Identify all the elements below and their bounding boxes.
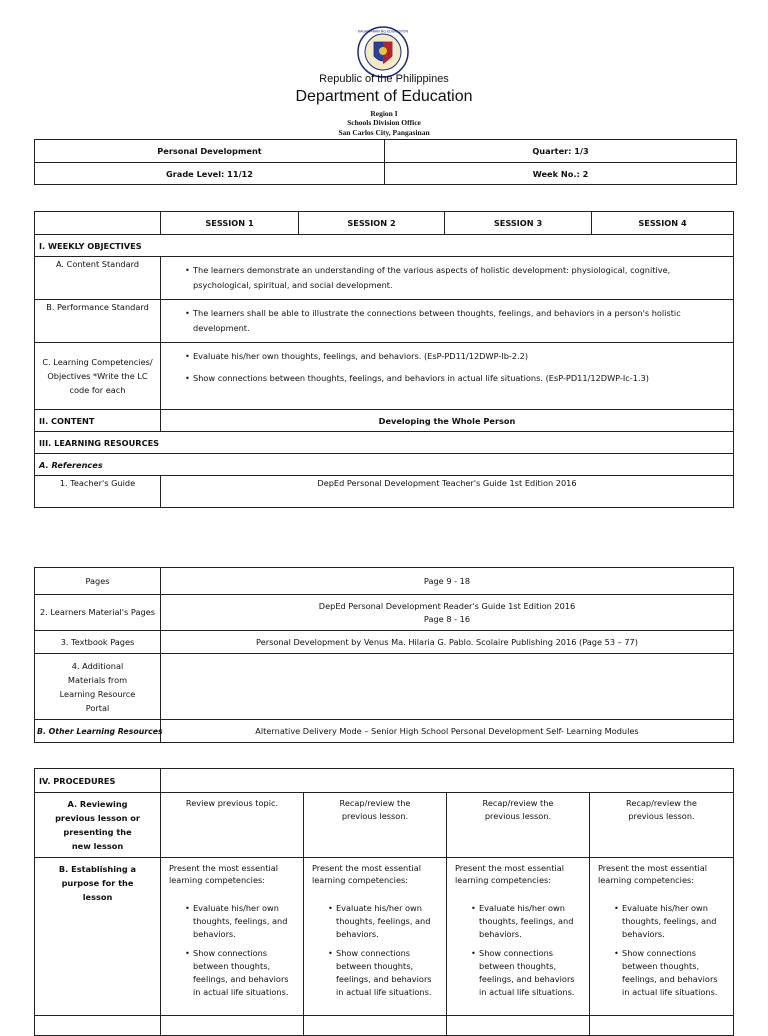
establishing-purpose-label: B. Establishing a purpose for the lesson [35,858,161,1016]
session-3-purpose: Present the most essential learning competencies: • Evaluate his/her own thoughts, feelings, and behaviors. • Show connections between thoughts, feelings, and behaviors in actual life situations. [447,858,590,1016]
learning-resources-heading: III. LEARNING RESOURCES [35,432,734,454]
other-resources-label: B. Other Learning Resources [35,720,161,743]
procedures-table [34,768,734,1036]
division-line: Schools Division Office [347,118,421,127]
learners-material-pages: Page 8 - 16 [423,613,471,624]
content-label: II. CONTENT [35,410,161,432]
content-standard-text: • The learners demonstrate an understanding of the various aspects of holistic development: physiological, cognitive, psychological, spiritual, and social development. [185,263,729,293]
session-3-header: SESSION 3 [445,212,592,235]
department-title: Department of Education [295,88,473,105]
svg-text:KAGAWARAN NG EDUKASYON: KAGAWARAN NG EDUKASYON [357,29,409,34]
learning-competencies-label: C. Learning Competencies/ Objectives *Write the LC code for each [35,343,161,410]
lc-item-1: • Evaluate his/her own thoughts, feelings, and behaviors. (EsP-PD11/12DWP-Ib-2.2) [185,345,729,367]
deped-seal-icon [357,26,409,78]
session-2-header: SESSION 2 [299,212,445,235]
objectives-table [34,211,734,508]
reviewing-lesson-label: A. Reviewing previous lesson or presenting the new lesson [35,793,161,858]
session-4-header: SESSION 4 [592,212,734,235]
session-1-review: Review previous topic. [161,793,304,858]
lc-item-2: • Show connections between thoughts, feelings, and behaviors in actual life situations. (EsP-PD11/12DWP-Ic-1.3) [185,367,729,389]
city-line: San Carlos City, Pangasinan [338,128,430,137]
teachers-guide-label: 1. Teacher's Guide [35,476,161,508]
republic-line: Republic of the Philippines [319,73,449,85]
pages-value: Page 9 - 18 [161,568,734,595]
weekly-objectives-heading: I. WEEKLY OBJECTIVES [35,235,734,257]
content-value: Developing the Whole Person [161,410,734,432]
region-line: Region I [370,109,398,118]
textbook-pages-label: 3. Textbook Pages [35,631,161,654]
pages-label: Pages [35,568,161,595]
other-resources-value: Alternative Delivery Mode – Senior High School Personal Development Self- Learning Modules [161,720,734,743]
performance-standard-label: B. Performance Standard [35,300,161,343]
additional-materials-label: 4. Additional Materials from Learning Resource Portal [35,654,161,720]
session-3-review: Recap/review the previous lesson. [447,793,590,858]
performance-standard-text: • The learners shall be able to illustrate the connections between thoughts, feelings, and behaviors in a person's holistic development. [185,306,729,336]
week-cell: Week No.: 2 [385,163,737,185]
grade-cell: Grade Level: 11/12 [35,163,385,185]
info-table [34,139,737,185]
resources-table [34,567,734,743]
session-4-review: Recap/review the previous lesson. [590,793,734,858]
teachers-guide-value: DepEd Personal Development Teacher's Guide 1st Edition 2016 [161,476,734,508]
session-1-header: SESSION 1 [161,212,299,235]
textbook-pages-value: Personal Development by Venus Ma. Hilaria G. Pablo. Scolaire Publishing 2016 (Page 53 – 77) [161,631,734,654]
subject-cell: Personal Development [35,140,385,163]
references-heading: A. References [35,454,734,476]
content-standard-label: A. Content Standard [35,257,161,300]
session-4-purpose: Present the most essential learning competencies: • Evaluate his/her own thoughts, feelings, and behaviors. • Show connections between thoughts, feelings, and behaviors in actual life situations. [590,858,734,1016]
additional-materials-value [161,654,734,720]
session-1-purpose: Present the most essential learning competencies: • Evaluate his/her own thoughts, feelings, and behaviors. • Show connections between thoughts, feelings, and behaviors in actual life situations. [161,858,304,1016]
learners-material-label: 2. Learners Material's Pages [35,595,161,631]
session-2-purpose: Present the most essential learning competencies: • Evaluate his/her own thoughts, feelings, and behaviors. • Show connections between thoughts, feelings, and behaviors in actual life situations. [304,858,447,1016]
learners-material-value: DepEd Personal Development Reader's Guide 1st Edition 2016 [318,600,576,611]
session-2-review: Recap/review the previous lesson. [304,793,447,858]
quarter-cell: Quarter: 1/3 [385,140,737,163]
procedures-heading: IV. PROCEDURES [35,769,161,793]
